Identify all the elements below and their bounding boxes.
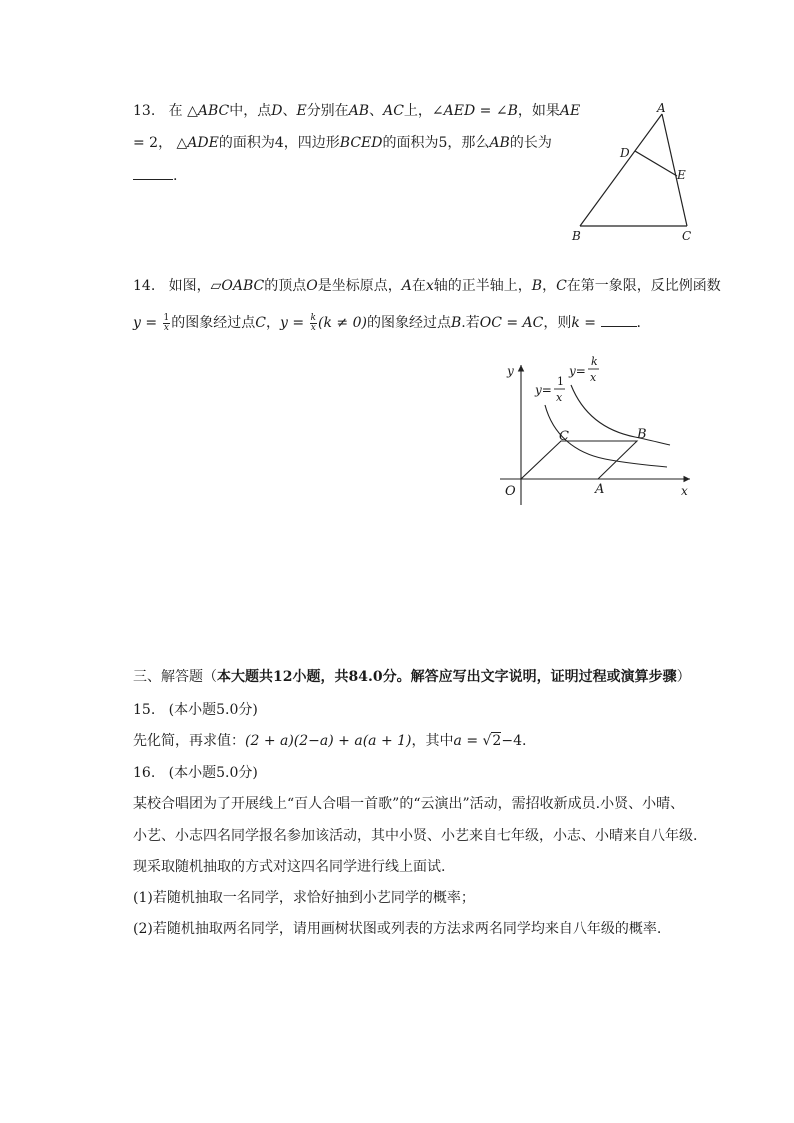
fraction-1-over-x: $\frac{1}{x}$ — [163, 312, 170, 333]
q15-text: ，其中 — [411, 733, 454, 749]
q13-text: 的长为 — [509, 135, 552, 151]
q13-number: 13. — [133, 103, 156, 119]
q14-text: ， — [266, 315, 280, 331]
fraction-k-over-x: $\frac{k}{x}$ — [310, 312, 317, 333]
q16-paragraph-2: 小艺、小志四名同学报名参加该活动，其中小贤、小艺来自七年级，小志、小晴来自八年级. — [133, 828, 698, 844]
q14-text: . — [636, 315, 641, 331]
q14-text: .若 — [461, 315, 480, 331]
label-e: E — [677, 168, 686, 182]
label-a: A — [657, 101, 666, 115]
q16-paragraph-3: 现采取随机抽取的方式对这四名同学进行线上面试. — [133, 859, 446, 875]
q16-header — [133, 763, 258, 783]
q13-text: ，如果 — [517, 103, 560, 119]
minus-4: −4 — [501, 733, 522, 749]
label-y-axis: y — [507, 364, 514, 378]
angle-equation: ∠AED = ∠B — [431, 103, 518, 119]
segment-ab: AB — [348, 103, 370, 119]
y-equals: y = — [280, 315, 305, 331]
section-heading-instructions: 本大题共12小题，共84.0分。解答应写出文字说明，证明过程或演算步骤 — [217, 669, 677, 685]
oc-equals-ac: OC = AC — [479, 315, 544, 331]
q14-text: ，则 — [543, 315, 572, 331]
q16-paragraph-1: 某校合唱团为了开展线上“百人合唱一首歌”的“云演出”活动，需招收新成员.小贤、小晴、 — [133, 796, 685, 812]
curve1-label-num: 1 — [557, 375, 564, 388]
label-b: B — [572, 229, 581, 243]
label-a: A — [595, 482, 605, 497]
segment-ac: AC — [383, 103, 404, 119]
parallelogram-oabc: OABC — [221, 278, 265, 294]
q14-text: 在第一象限，反比例函数 — [566, 278, 721, 294]
section-heading-prefix: 三、解答题（ — [133, 669, 217, 685]
q15-text: 先化简，再求值： — [133, 733, 245, 749]
q13-text: 、 — [282, 103, 297, 119]
k-equals: k = — [571, 315, 597, 331]
curve1-label-y: y= — [535, 383, 552, 397]
q13-text: 的面积为5，那么 — [382, 135, 490, 151]
q13-text: 中，点 — [229, 103, 272, 119]
q14-text: 轴的正半轴上， — [433, 278, 532, 294]
q13-text: 在 — [168, 103, 183, 119]
q14-text: 的图象经过点 — [366, 315, 451, 331]
y-equals: y = — [133, 315, 158, 331]
curve2-label-num: k — [591, 355, 598, 368]
point-e: E — [296, 103, 307, 119]
q13-text: 上， — [403, 103, 432, 119]
label-c: C — [559, 429, 569, 444]
q13-line-3 — [133, 165, 177, 186]
segment-ab-line — [580, 114, 662, 226]
label-b: B — [637, 427, 647, 442]
q15-expression: (2 + a)(2−a) + a(a + 1) — [245, 733, 412, 749]
curve1-label-den: x — [556, 391, 563, 404]
q14-number: 14. — [133, 278, 156, 294]
sqrt-2: 2 — [492, 733, 502, 749]
a-equals: a = — [453, 733, 479, 749]
q13-triangle-figure — [565, 100, 705, 245]
q13-text: . — [173, 168, 178, 184]
point-c: C — [556, 278, 567, 294]
triangle-abc: △ABC — [187, 103, 230, 119]
curve-y-k-over-x — [571, 385, 670, 445]
q14-line-1 — [133, 276, 721, 296]
q13-line-2 — [133, 133, 552, 153]
q16-number: 16. — [133, 765, 156, 781]
answer-blank — [133, 165, 173, 180]
point-b: B — [531, 278, 543, 294]
q14-text: 在 — [411, 278, 426, 294]
q15-header — [133, 700, 258, 720]
point-b: B — [450, 315, 462, 331]
segment-ae: AE — [559, 103, 581, 119]
section-3-heading — [133, 667, 691, 687]
curve2-label-den: x — [590, 371, 597, 384]
q13-text: 分别在 — [306, 103, 349, 119]
section-heading-suffix: ） — [676, 669, 691, 685]
axis-x: x — [425, 278, 434, 294]
q13-text: = 2， — [133, 135, 173, 151]
segment-ab: AB — [489, 135, 510, 151]
q14-text: 如图，▱ — [168, 278, 222, 294]
curve2-label-y: y= — [569, 364, 586, 378]
q14-coordinate-figure — [495, 345, 700, 510]
triangle-ade: △ADE — [176, 135, 219, 151]
answer-blank — [601, 312, 637, 327]
point-c: C — [255, 315, 266, 331]
q15-score: (本小题5.0分) — [168, 702, 258, 718]
label-d: D — [620, 146, 630, 160]
q16-part-1: (1)若随机抽取一名同学，求恰好抽到小艺同学的概率； — [133, 890, 475, 906]
point-o: O — [306, 278, 318, 294]
q14-text: 是坐标原点， — [317, 278, 402, 294]
point-a: A — [401, 278, 412, 294]
q14-line-2 — [133, 312, 641, 333]
label-x-axis: x — [681, 484, 688, 498]
q15-text: . — [521, 733, 527, 749]
q14-text: ， — [542, 278, 557, 294]
q15-body: 先化简，再求值：(2 + a)(2−a) + a(a + 1)，其中a = √2−4. — [133, 733, 527, 749]
parallelogram-oabc-shape — [521, 441, 637, 479]
q13-text: 的面积为4，四边形 — [218, 135, 340, 151]
quadrilateral-bced: BCED — [339, 135, 383, 151]
q15-number: 15. — [133, 702, 156, 718]
q16-part-2: (2)若随机抽取两名同学，请用画树状图或列表的方法求两名同学均来自八年级的概率. — [133, 921, 662, 937]
q14-text: 的顶点 — [264, 278, 307, 294]
q16-score: (本小题5.0分) — [168, 765, 258, 781]
label-o: O — [505, 484, 516, 499]
k-condition: (k ≠ 0) — [318, 315, 367, 331]
q14-text: 的图象经过点 — [171, 315, 256, 331]
q13-line-1: 13. 在 △ABC中，点D、E分别在AB、AC上，∠AED = ∠B，如果AE — [133, 103, 581, 119]
point-d: D — [271, 103, 283, 119]
label-c: C — [682, 229, 692, 243]
